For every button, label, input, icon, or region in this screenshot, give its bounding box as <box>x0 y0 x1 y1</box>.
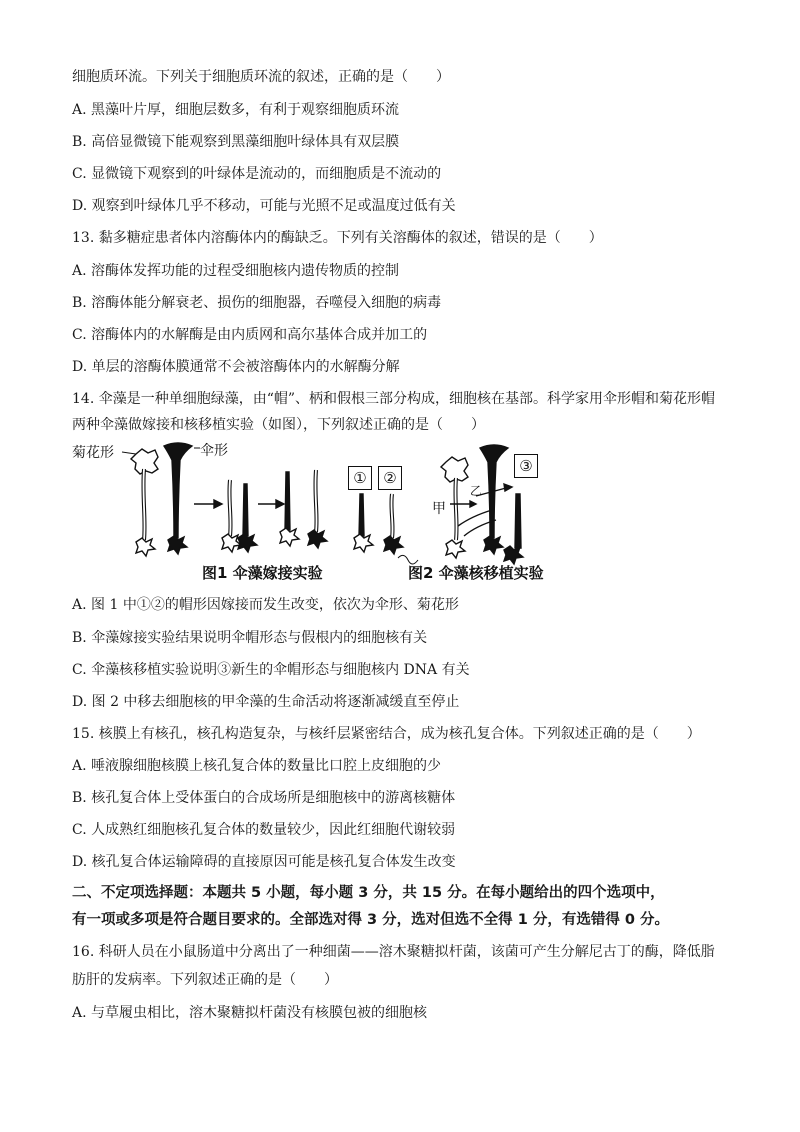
label-yi: 乙 <box>470 484 483 498</box>
q15-option-a: A. 唾液腺细胞核膜上核孔复合体的数量比口腔上皮细胞的少 <box>72 758 442 774</box>
label-chrysanthemum-cap: 菊花形 <box>72 445 114 461</box>
label-umbrella-cap: 伞形 <box>200 443 228 459</box>
q16-stem-line1: 16. 科研人员在小鼠肠道中分离出了一种细菌——溶木聚糖拟杆菌，该菌可产生分解尼古丁的酶，降低脂 <box>72 944 715 960</box>
q16-stem-line2: 肪肝的发病率。下列叙述正确的是（ ） <box>72 972 338 988</box>
figure-box-2: ② <box>378 466 402 490</box>
figure2-caption: 图2 伞藻核移植实验 <box>408 564 544 582</box>
q12-option-a: A. 黑藻叶片厚，细胞层数多，有利于观察细胞质环流 <box>72 102 400 118</box>
q13-option-b: B. 溶酶体能分解衰老、损伤的细胞器，吞噬侵入细胞的病毒 <box>72 295 442 311</box>
figure1-caption: 图1 伞藻嫁接实验 <box>202 564 323 582</box>
figure-box-1: ① <box>348 466 372 490</box>
q13-option-c: C. 溶酶体内的水解酶是由内质网和高尔基体合成并加工的 <box>72 327 428 343</box>
q15-stem: 15. 核膜上有核孔，核孔构造复杂，与核纤层紧密结合，成为核孔复合体。下列叙述正确的是（ ） <box>72 726 701 742</box>
q14-option-a: A. 图 1 中①②的帽形因嫁接而发生改变，依次为伞形、菊花形 <box>72 597 459 613</box>
q16-option-a: A. 与草履虫相比，溶木聚糖拟杆菌没有核膜包被的细胞核 <box>72 1005 428 1021</box>
q12-option-b: B. 高倍显微镜下能观察到黑藻细胞叶绿体具有双层膜 <box>72 134 400 150</box>
q12-option-c: C. 显微镜下观察到的叶绿体是流动的，而细胞质是不流动的 <box>72 166 442 182</box>
q13-option-a: A. 溶酶体发挥功能的过程受细胞核内遗传物质的控制 <box>72 263 400 279</box>
q14-option-c: C. 伞藻核移植实验说明③新生的伞帽形态与细胞核内 DNA 有关 <box>72 662 470 678</box>
q14-stem-line2: 两种伞藻做嫁接和核移植实验（如图），下列叙述正确的是（ ） <box>72 417 485 433</box>
q14-option-d: D. 图 2 中移去细胞核的甲伞藻的生命活动将逐渐减缓直至停止 <box>72 694 460 710</box>
q14-option-b: B. 伞藻嫁接实验结果说明伞帽形态与假根内的细胞核有关 <box>72 630 428 646</box>
q12-stem-tail: 细胞质环流。下列关于细胞质环流的叙述，正确的是（ ） <box>72 69 450 85</box>
figure-box-3: ③ <box>514 454 538 478</box>
q15-option-b: B. 核孔复合体上受体蛋白的合成场所是细胞核中的游离核糖体 <box>72 790 456 806</box>
label-jia: 甲 <box>432 501 446 517</box>
q15-option-d: D. 核孔复合体运输障碍的直接原因可能是核孔复合体发生改变 <box>72 854 456 870</box>
acetabularia-figure <box>72 440 632 590</box>
section2-instructions-line2: 有一项或多项是符合题目要求的。全部选对得 3 分，选对但选不全得 1 分，有选错得 0 分。 <box>72 912 670 928</box>
q15-option-c: C. 人成熟红细胞核孔复合体的数量较少，因此红细胞代谢较弱 <box>72 822 456 838</box>
q12-option-d: D. 观察到叶绿体几乎不移动，可能与光照不足或温度过低有关 <box>72 198 456 214</box>
q14-stem-line1: 14. 伞藻是一种单细胞绿藻，由“帽”、柄和假根三部分构成，细胞核在基部。科学家用伞形帽和菊花形帽 <box>72 391 716 407</box>
section2-instructions-line1: 二、不定项选择题：本题共 5 小题，每小题 3 分，共 15 分。在每小题给出的四个选项中， <box>72 885 665 901</box>
q13-stem: 13. 黏多糖症患者体内溶酶体内的酶缺乏。下列有关溶酶体的叙述，错误的是（ ） <box>72 230 603 246</box>
acetabularia-drawing <box>72 440 632 590</box>
q13-option-d: D. 单层的溶酶体膜通常不会被溶酶体内的水解酶分解 <box>72 359 400 375</box>
